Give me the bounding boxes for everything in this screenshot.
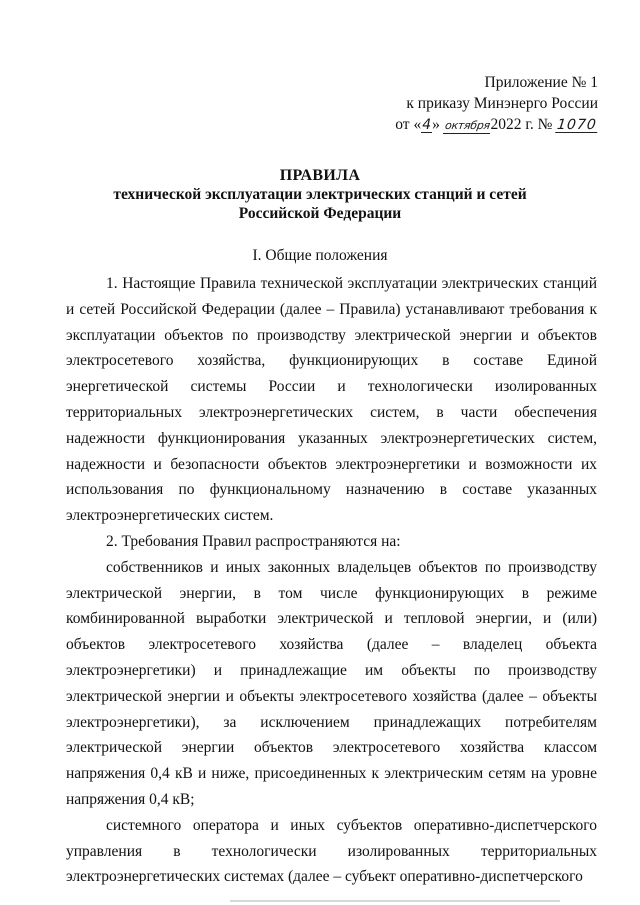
- paragraph-1: 1. Настоящие Правила технической эксплуатации электрических станций и сетей Российской Федерации (далее – Правила) устанавливают требования к эксплуатации объектов по производству электрической энергии и объектов электросетевого хозяйства, функционирующих в составе Единой энергетической системы России и технологически изолированных территориальных электроэнергетических систем, в части обеспечения надежности функционирования указанных электроэнергетических систем, надежности и безопасности объектов электроэнергетики и возможности их использования по функциональному назначению в составе указанных электроэнергетических систем.: [66, 275, 597, 525]
- paragraph-2: 2. Требования Правил распространяются на:: [106, 532, 401, 550]
- section-heading: I. Общие положения: [252, 247, 388, 264]
- date-prefix: от «: [395, 116, 422, 133]
- document-body: [66, 271, 597, 890]
- document-title: ПРАВИЛА: [279, 167, 361, 184]
- paragraph-4: системного оператора и иных субъектов оперативно-диспетчерского управления в технологически изолированных территориальных электроэнергетических системах (далее – субъект оперативно-диспетчерского: [66, 816, 597, 886]
- date-year-text: 2022 г. №: [490, 116, 553, 133]
- handwritten-day: 4: [422, 117, 432, 133]
- handwritten-month: октября: [443, 119, 491, 132]
- appendix-date-line: [338, 114, 598, 135]
- paragraph-3: собственников и иных законных владельцев объектов по производству электрической энергии, в том числе функционирующих в режиме комбинированной выработки электрической и тепловой энергии, и (или) объектов электросетевого хозяйства (далее – владелец объекта электроэнергетики) и принадлежащие им объекты по производству электрической энергии и объекты электросетевого хозяйства (далее – объекты электроэнергетики), за исключением принадлежащих потребителям электрической энергии объектов электросетевого хозяйства классом напряжения 0,4 кВ и ниже, присоединенных к электрическим сетям на уровне напряжения 0,4 кВ;: [66, 558, 597, 808]
- appendix-number: Приложение № 1: [484, 74, 598, 91]
- scan-edge-mark: [230, 900, 560, 902]
- appendix-header: [338, 72, 598, 135]
- handwritten-order-number: 1070: [556, 117, 598, 133]
- document-title-block: [60, 166, 580, 223]
- appendix-order-reference: к приказу Минэнерго России: [406, 95, 598, 112]
- document-subtitle-line2: Российской Федерации: [238, 205, 402, 222]
- date-mid: »: [432, 116, 440, 133]
- document-subtitle-line1: технической эксплуатации электрических станций и сетей: [113, 186, 527, 203]
